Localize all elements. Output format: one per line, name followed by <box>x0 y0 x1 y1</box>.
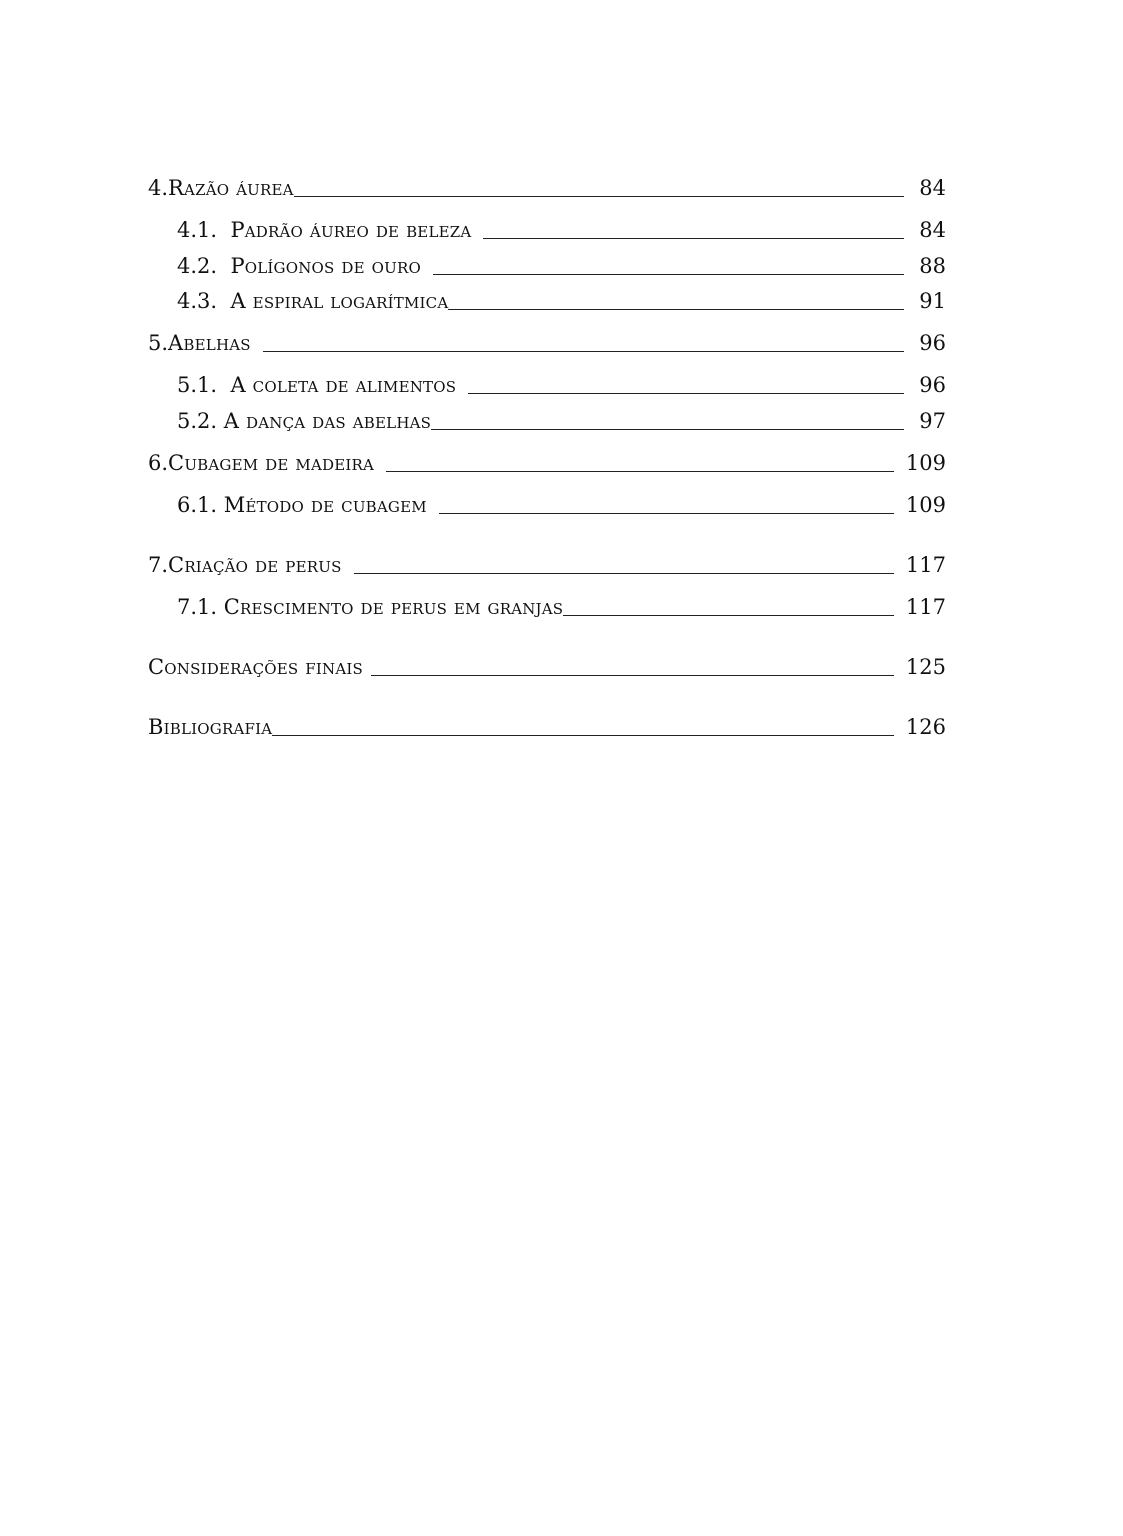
dot-leader <box>263 350 904 352</box>
toc-entry-coleta-de-alimentos[interactable] <box>177 367 946 397</box>
toc-entry-criacao-de-perus[interactable] <box>148 547 946 577</box>
toc-entry-cubagem-de-madeira[interactable] <box>148 445 946 475</box>
entry-number: 6. <box>148 451 169 475</box>
entry-page-number: 117 <box>905 553 946 577</box>
dot-leader <box>439 512 894 514</box>
entry-number: 4.1. <box>177 218 231 242</box>
toc-entry-danca-das-abelhas[interactable] <box>177 403 946 433</box>
dot-leader <box>468 392 904 394</box>
entry-number: 5. <box>148 331 169 355</box>
entry-title: A dança das abelhas <box>223 409 432 433</box>
entry-title: Razão áurea <box>168 176 294 200</box>
entry-title: Método de cubagem <box>223 493 427 517</box>
entry-number: 5.2. <box>177 409 224 433</box>
dot-leader <box>386 470 894 472</box>
entry-title: A espiral logarítmica <box>230 289 449 313</box>
dot-leader <box>483 237 904 239</box>
entry-page-number: 84 <box>919 218 946 242</box>
entry-number: 4. <box>148 176 169 200</box>
toc-entry-poligonos-de-ouro[interactable] <box>177 248 946 278</box>
entry-number: 4.3. <box>177 289 231 313</box>
toc-entry-consideracoes-finais[interactable] <box>148 649 946 679</box>
entry-title: Padrão áureo de beleza <box>230 218 472 242</box>
entry-number: 7.1. <box>177 595 224 619</box>
toc-entry-abelhas[interactable] <box>148 325 946 355</box>
toc-entry-padrao-aureo[interactable] <box>177 212 946 242</box>
entry-number: 4.2. <box>177 254 231 278</box>
entry-title: Cubagem de madeira <box>168 451 375 475</box>
table-of-contents <box>148 0 946 1536</box>
entry-number: 5.1. <box>177 373 231 397</box>
entry-title: A coleta de alimentos <box>230 373 457 397</box>
entry-page-number: 125 <box>905 655 946 679</box>
dot-leader <box>272 734 894 736</box>
entry-title: Bibliografia <box>148 715 273 739</box>
entry-title: Polígonos de ouro <box>230 254 421 278</box>
entry-page-number: 117 <box>905 595 946 619</box>
entry-number: 6.1. <box>177 493 224 517</box>
entry-page-number: 97 <box>919 409 946 433</box>
entry-page-number: 91 <box>919 289 946 313</box>
entry-page-number: 88 <box>919 254 946 278</box>
entry-title: Criação de perus <box>168 553 342 577</box>
entry-page-number: 96 <box>919 373 946 397</box>
entry-page-number: 126 <box>905 715 946 739</box>
dot-leader <box>563 614 894 616</box>
toc-entry-metodo-de-cubagem[interactable] <box>177 487 946 517</box>
dot-leader <box>448 308 904 310</box>
entry-title: Abelhas <box>168 331 251 355</box>
entry-title: Considerações finais <box>148 655 363 679</box>
entry-page-number: 96 <box>919 331 946 355</box>
entry-title: Crescimento de perus em granjas <box>223 595 564 619</box>
dot-leader <box>354 572 894 574</box>
toc-entry-razao-aurea[interactable] <box>148 170 946 200</box>
entry-page-number: 84 <box>919 176 946 200</box>
dot-leader <box>433 273 904 275</box>
toc-entry-espiral-logaritmica[interactable] <box>177 283 946 313</box>
toc-entry-bibliografia[interactable] <box>148 709 946 739</box>
entry-page-number: 109 <box>905 451 946 475</box>
dot-leader <box>294 195 904 197</box>
entry-number: 7. <box>148 553 169 577</box>
dot-leader <box>431 428 904 430</box>
toc-entry-crescimento-de-perus[interactable] <box>177 589 946 619</box>
entry-page-number: 109 <box>905 493 946 517</box>
dot-leader <box>371 674 894 676</box>
